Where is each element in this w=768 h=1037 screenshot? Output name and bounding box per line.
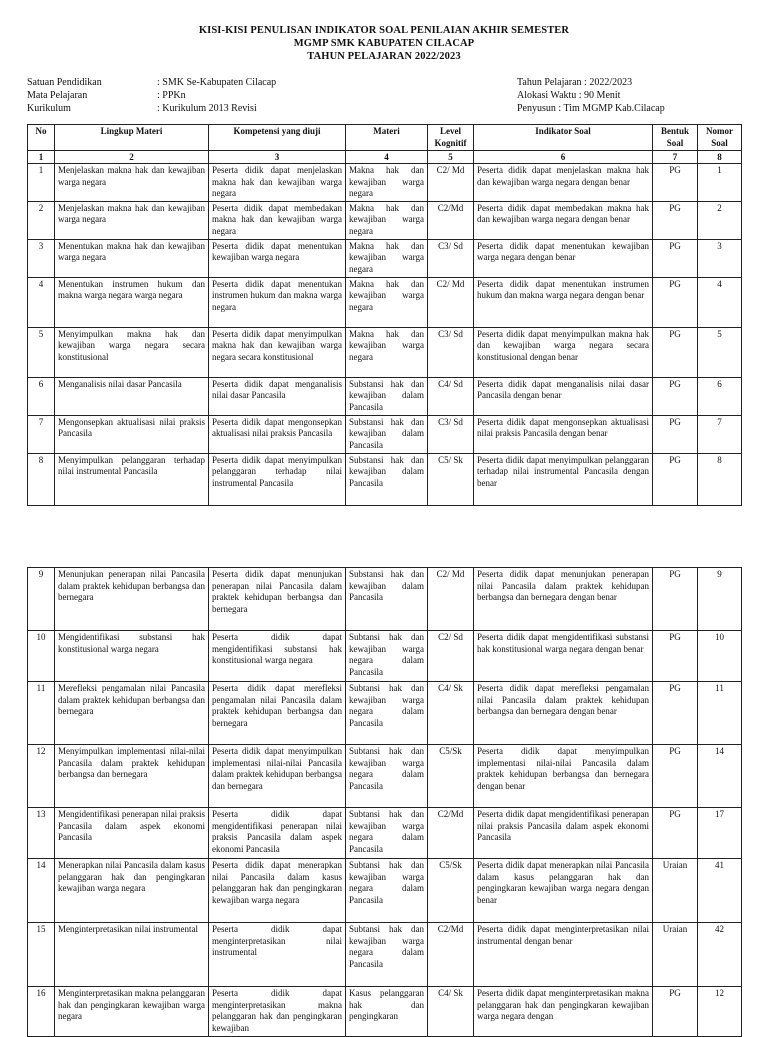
cell-lingkup-materi: Menyimpulkan makna hak dan kewajiban warga negara secara konstitusional: [55, 327, 209, 377]
cell-kompetensi: Peserta didik dapat mengidentifikasi penerapan nilai praksis Pancasila dalam aspek ekonomi Pancasila: [209, 808, 346, 859]
cell-nomor-soal: 41: [698, 859, 742, 923]
cell-lingkup-materi: Mengidentifikasi substansi hak konstitusional warga negara: [55, 631, 209, 682]
cell-level-kognitif: C2/ Md: [428, 568, 474, 631]
col-header-no: No: [28, 125, 55, 151]
meta-row: Alokasi Waktu : 90 Menit: [517, 90, 621, 101]
cell-no: 4: [28, 277, 55, 327]
cell-materi: Makna hak dan kewajiban warga negara: [346, 239, 428, 277]
col-number: 8: [698, 151, 742, 164]
cell-lingkup-materi: Menunjukan penerapan nilai Pancasila dalam praktek kehidupan berbangsa dan bernegara: [55, 568, 209, 631]
cell-bentuk-soal: PG: [653, 277, 698, 327]
cell-materi: Subtansi hak dan kewajiban warga negara dalam Pancasila: [346, 745, 428, 808]
cell-bentuk-soal: PG: [653, 568, 698, 631]
cell-indikator-soal: Peserta didik dapat menentukan instrumen hukum dan makna warga negara dengan benar: [474, 277, 653, 327]
table-row: [28, 201, 742, 239]
cell-nomor-soal: 14: [698, 745, 742, 808]
cell-indikator-soal: Peserta didik dapat menerapkan nilai Pancasila dalam kasus pelanggaran hak dan pengingkaran kewajiban warga negara dengan benar: [474, 859, 653, 923]
col-number: 1: [28, 151, 55, 164]
cell-materi: Subtansi hak dan kewajiban warga negara dalam Pancasila: [346, 923, 428, 987]
table-body-page2: [28, 568, 742, 1037]
cell-nomor-soal: 7: [698, 415, 742, 453]
cell-lingkup-materi: Menentukan makna hak dan kewajiban warga negara: [55, 239, 209, 277]
cell-bentuk-soal: PG: [653, 987, 698, 1037]
cell-nomor-soal: 1: [698, 164, 742, 202]
cell-level-kognitif: C2/ Md: [428, 164, 474, 202]
cell-indikator-soal: Peserta didik dapat menentukan kewajiban warga negara dengan benar: [474, 239, 653, 277]
cell-no: 14: [28, 859, 55, 923]
cell-level-kognitif: C2/ Sd: [428, 631, 474, 682]
cell-lingkup-materi: Menyimpulkan pelanggaran terhadap nilai instrumental Pancasila: [55, 453, 209, 505]
cell-materi: Subtansi hak dan kewajiban warga negara dalam Pancasila: [346, 808, 428, 859]
col-header-bentuk: Bentuk Soal: [653, 125, 698, 151]
meta-row: [27, 102, 276, 115]
meta-row: Tahun Pelajaran : 2022/2023: [517, 77, 633, 88]
cell-level-kognitif: C4/ Sk: [428, 682, 474, 745]
table-row: [28, 239, 742, 277]
cell-nomor-soal: 8: [698, 453, 742, 505]
cell-kompetensi: Peserta didik dapat menentukan instrumen hukum dan makna warga negara: [209, 277, 346, 327]
cell-level-kognitif: C2/Md: [428, 201, 474, 239]
cell-lingkup-materi: Mengidentifikasi penerapan nilai praksis Pancasila dalam aspek ekonomi Pancasila: [55, 808, 209, 859]
cell-no: 16: [28, 987, 55, 1037]
cell-bentuk-soal: PG: [653, 201, 698, 239]
meta-left: [27, 76, 276, 115]
cell-indikator-soal: Peserta didik dapat mengidentifikasi penerapan nilai praksis Pancasila dalam aspek ekonomi Pancasila: [474, 808, 653, 859]
header-row: [28, 125, 742, 151]
meta-row: Penyusun : Tim MGMP Kab.Cilacap: [517, 103, 665, 114]
col-header-nomor: Nomor Soal: [698, 125, 742, 151]
cell-nomor-soal: 12: [698, 987, 742, 1037]
col-header-level: Level Kognitif: [428, 125, 474, 151]
cell-no: 13: [28, 808, 55, 859]
table-row: [28, 923, 742, 987]
cell-materi: Makna hak dan kewajiban warga negara: [346, 277, 428, 327]
cell-materi: Subtansi hak dan kewajiban warga negara dalam Pancasila: [346, 631, 428, 682]
cell-indikator-soal: Peserta didik dapat membedakan makna hak dan kewajiban warga negara dengan benar: [474, 201, 653, 239]
cell-kompetensi: Peserta didik dapat menyimpulkan implementasi nilai-nilai Pancasila dalam praktek kehidupan berbangsa dan bernegara: [209, 745, 346, 808]
cell-lingkup-materi: Menyimpulkan implementasi nilai-nilai Pancasila dalam praktek kehidupan berbangsa dan bernegara: [55, 745, 209, 808]
kisi-kisi-table-page1: [27, 124, 742, 506]
table-row: [28, 987, 742, 1037]
cell-kompetensi: Peserta didik dapat menginterpretasikan makna pelanggaran hak dan pengingkaran kewajiban: [209, 987, 346, 1037]
cell-level-kognitif: C4/ Sd: [428, 377, 474, 415]
cell-bentuk-soal: PG: [653, 453, 698, 505]
cell-no: 7: [28, 415, 55, 453]
cell-bentuk-soal: PG: [653, 327, 698, 377]
cell-no: 9: [28, 568, 55, 631]
kisi-kisi-table-page2: [27, 567, 742, 1037]
cell-kompetensi: Peserta didik dapat menjelaskan makna hak dan kewajiban warga negara: [209, 164, 346, 202]
cell-indikator-soal: Peserta didik dapat mengonsepkan aktualisasi nilai praksis Pancasila dengan benar: [474, 415, 653, 453]
cell-materi: Substansi hak dan kewajiban dalam Pancasila: [346, 453, 428, 505]
cell-no: 6: [28, 377, 55, 415]
cell-indikator-soal: Peserta didik dapat menganalisis nilai dasar Pancasila dengan benar: [474, 377, 653, 415]
cell-level-kognitif: C5/Sk: [428, 745, 474, 808]
cell-indikator-soal: Peserta didik dapat merefleksi pengamalan nilai Pancasila dalam praktek kehidupan berbangsa dan bernegara dengan benar: [474, 682, 653, 745]
cell-kompetensi: Peserta didik dapat menyimpulkan pelanggaran terhadap nilai instrumental Pancasila: [209, 453, 346, 505]
cell-materi: Subtansi hak dan kewajiban warga negara dalam Pancasila: [346, 682, 428, 745]
cell-bentuk-soal: PG: [653, 745, 698, 808]
cell-lingkup-materi: Menjelaskan makna hak dan kewajiban warga negara: [55, 164, 209, 202]
cell-no: 10: [28, 631, 55, 682]
cell-indikator-soal: Peserta didik dapat menjelaskan makna hak dan kewajiban warga negara dengan benar: [474, 164, 653, 202]
cell-level-kognitif: C4/ Sk: [428, 987, 474, 1037]
table-row: [28, 453, 742, 505]
col-number: 5: [428, 151, 474, 164]
cell-lingkup-materi: Menginterpretasikan makna pelanggaran hak dan pengingkaran kewajiban warga negara: [55, 987, 209, 1037]
meta-label: Mata Pelajaran: [27, 90, 88, 101]
cell-bentuk-soal: PG: [653, 808, 698, 859]
cell-materi: Subtansi hak dan kewajiban warga negara dalam Pancasila: [346, 859, 428, 923]
cell-lingkup-materi: Menerapkan nilai Pancasila dalam kasus pelanggaran hak dan pengingkaran kewajiban warga negara: [55, 859, 209, 923]
header-title: KISI-KISI PENULISAN INDIKATOR SOAL PENILAIAN AKHIR SEMESTER: [198, 25, 570, 36]
cell-nomor-soal: 10: [698, 631, 742, 682]
cell-nomor-soal: 3: [698, 239, 742, 277]
cell-kompetensi: Peserta didik dapat membedakan makna hak dan kewajiban warga negara: [209, 201, 346, 239]
cell-nomor-soal: 17: [698, 808, 742, 859]
cell-level-kognitif: C2/Md: [428, 923, 474, 987]
col-number: 3: [209, 151, 346, 164]
meta-right: [517, 76, 665, 115]
cell-indikator-soal: Peserta didik dapat menginterpretasikan nilai instrumental dengan benar: [474, 923, 653, 987]
cell-lingkup-materi: Menganalisis nilai dasar Pancasila: [55, 377, 209, 415]
cell-no: 12: [28, 745, 55, 808]
table-row: [28, 808, 742, 859]
cell-indikator-soal: Peserta didik dapat menyimpulkan makna hak dan kewajiban warga negara secara konstitusional dengan benar: [474, 327, 653, 377]
cell-nomor-soal: 2: [698, 201, 742, 239]
cell-bentuk-soal: PG: [653, 682, 698, 745]
cell-kompetensi: Peserta didik dapat menginterpretasikan nilai instrumental: [209, 923, 346, 987]
cell-no: 1: [28, 164, 55, 202]
cell-indikator-soal: Peserta didik dapat menyimpulkan implementasi nilai-nilai Pancasila dalam praktek kehidupan berbangsa dan bernegara dengan benar: [474, 745, 653, 808]
cell-indikator-soal: Peserta didik dapat menyimpulkan pelanggaran terhadap nilai instrumental Pancasila dengan benar: [474, 453, 653, 505]
cell-no: 2: [28, 201, 55, 239]
cell-bentuk-soal: PG: [653, 239, 698, 277]
cell-kompetensi: Peserta didik dapat menunjukan penerapan nilai Pancasila dalam praktek kehidupan berbangsa dan bernegara: [209, 568, 346, 631]
cell-nomor-soal: 9: [698, 568, 742, 631]
table-row: [28, 631, 742, 682]
cell-no: 5: [28, 327, 55, 377]
table-row: [28, 859, 742, 923]
document-header: [0, 24, 768, 63]
cell-bentuk-soal: PG: [653, 164, 698, 202]
meta-value: : SMK Se-Kabupaten Cilacap: [157, 77, 277, 88]
cell-bentuk-soal: Uraian: [653, 923, 698, 987]
meta-label: Kurikulum: [27, 103, 71, 114]
cell-lingkup-materi: Mengonsepkan aktualisasi nilai praksis Pancasila: [55, 415, 209, 453]
cell-materi: Substansi hak dan kewajiban dalam Pancasila: [346, 377, 428, 415]
cell-lingkup-materi: Merefleksi pengamalan nilai Pancasila dalam praktek kehidupan berbangsa dan bernegara: [55, 682, 209, 745]
table-row: [28, 745, 742, 808]
meta-row: [27, 76, 276, 89]
cell-materi: Substansi hak dan kewajiban dalam Pancasila: [346, 415, 428, 453]
cell-kompetensi: Peserta didik dapat mengidentifikasi substansi hak konstitusional warga negara: [209, 631, 346, 682]
cell-nomor-soal: 5: [698, 327, 742, 377]
cell-indikator-soal: Peserta didik dapat mengidentifikasi substansi hak konstitusional warga negara dengan benar: [474, 631, 653, 682]
table-row: [28, 568, 742, 631]
column-number-row: [28, 151, 742, 164]
cell-bentuk-soal: Uraian: [653, 859, 698, 923]
cell-no: 11: [28, 682, 55, 745]
meta-value: : PPKn: [157, 90, 186, 101]
col-header-lingkup: Lingkup Materi: [55, 125, 209, 151]
cell-indikator-soal: Peserta didik dapat menginterpretasikan makna pelanggaran hak dan pengingkaran kewajiban warga negara dengan: [474, 987, 653, 1037]
meta-row: [27, 89, 276, 102]
cell-level-kognitif: C2/Md: [428, 808, 474, 859]
col-number: 6: [474, 151, 653, 164]
cell-kompetensi: Peserta didik dapat menganalisis nilai dasar Pancasila: [209, 377, 346, 415]
table-row: [28, 377, 742, 415]
table-row: [28, 415, 742, 453]
cell-no: 15: [28, 923, 55, 987]
cell-level-kognitif: C3/ Sd: [428, 327, 474, 377]
table-row: [28, 277, 742, 327]
cell-lingkup-materi: Menjelaskan makna hak dan kewajiban warga negara: [55, 201, 209, 239]
cell-materi: Makna hak dan kewajiban warga negara: [346, 164, 428, 202]
cell-materi: Makna hak dan kewajiban warga negara: [346, 201, 428, 239]
cell-no: 3: [28, 239, 55, 277]
cell-level-kognitif: C3/ Sd: [428, 239, 474, 277]
col-number: 4: [346, 151, 428, 164]
cell-bentuk-soal: PG: [653, 415, 698, 453]
cell-materi: Substansi hak dan kewajiban dalam Pancasila: [346, 568, 428, 631]
cell-bentuk-soal: PG: [653, 377, 698, 415]
cell-no: 8: [28, 453, 55, 505]
cell-level-kognitif: C5/ Sk: [428, 453, 474, 505]
cell-nomor-soal: 42: [698, 923, 742, 987]
cell-kompetensi: Peserta didik dapat menyimpulkan makna hak dan kewajiban warga negara secara konstitusional: [209, 327, 346, 377]
cell-materi: Makna hak dan kewajiban warga negara: [346, 327, 428, 377]
cell-kompetensi: Peserta didik dapat menerapkan nilai Pancasila dalam kasus pelanggaran hak dan pengingkaran kewajiban warga negara: [209, 859, 346, 923]
cell-level-kognitif: C2/ Md: [428, 277, 474, 327]
col-header-indikator: Indikator Soal: [474, 125, 653, 151]
table-row: [28, 164, 742, 202]
header-subtitle: MGMP SMK KABUPATEN CILACAP: [293, 38, 475, 49]
table-row: [28, 682, 742, 745]
cell-kompetensi: Peserta didik dapat mengonsepkan aktualisasi nilai praksis Pancasila: [209, 415, 346, 453]
cell-lingkup-materi: Menginterpretasikan nilai instrumental: [55, 923, 209, 987]
table-row: [28, 327, 742, 377]
cell-nomor-soal: 4: [698, 277, 742, 327]
cell-level-kognitif: C3/ Sd: [428, 415, 474, 453]
col-number: 2: [55, 151, 209, 164]
cell-level-kognitif: C5/Sk: [428, 859, 474, 923]
cell-indikator-soal: Peserta didik dapat menunjukan penerapan nilai Pancasila dalam praktek kehidupan berbangsa dan bernegara dengan benar: [474, 568, 653, 631]
col-header-materi: Materi: [346, 125, 428, 151]
cell-materi: Kasus pelanggaran hak dan pengingkaran: [346, 987, 428, 1037]
cell-kompetensi: Peserta didik dapat menentukan kewajiban warga negara: [209, 239, 346, 277]
header-year: TAHUN PELAJARAN 2022/2023: [307, 51, 461, 62]
col-number: 7: [653, 151, 698, 164]
meta-value: : Kurikulum 2013 Revisi: [157, 103, 257, 114]
cell-kompetensi: Peserta didik dapat merefleksi pengamalan nilai Pancasila dalam praktek kehidupan berbangsa dan bernegara: [209, 682, 346, 745]
col-header-kompetensi: Kompetensi yang diuji: [209, 125, 346, 151]
cell-nomor-soal: 6: [698, 377, 742, 415]
cell-lingkup-materi: Menentukan instrumen hukum dan makna warga negara warga negara: [55, 277, 209, 327]
cell-nomor-soal: 11: [698, 682, 742, 745]
meta-label: Satuan Pendidikan: [27, 77, 102, 88]
table-body-page1: [28, 164, 742, 506]
cell-bentuk-soal: PG: [653, 631, 698, 682]
